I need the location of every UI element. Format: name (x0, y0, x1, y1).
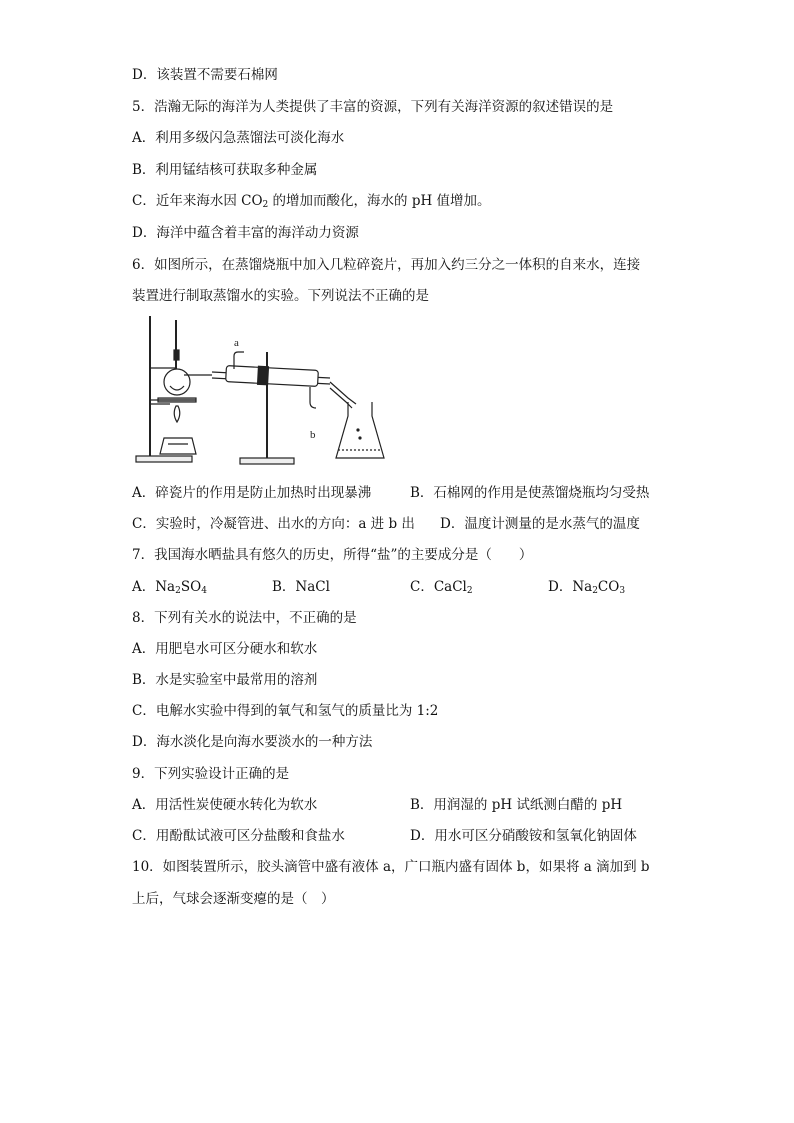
q6-option-d: D．温度计测量的是水蒸气的温度 (440, 516, 640, 532)
q6-stem-line2: 装置进行制取蒸馏水的实验。下列说法不正确的是 (132, 288, 429, 304)
q10-stem-line2: 上后，气球会逐渐变瘪的是（ ） (132, 891, 335, 907)
q7-option-d: D．$Na_2CO_3$ (548, 579, 626, 596)
q9-option-c: C．用酚酞试液可区分盐酸和食盐水 (132, 828, 345, 844)
q9-option-d: D．用水可区分硝酸铵和氢氧化钠固体 (410, 828, 637, 844)
q5-option-b: B．利用锰结核可获取多种金属 (132, 162, 318, 178)
q10-stem-line1: 10．如图装置所示，胶头滴管中盛有液体 a，广口瓶内盛有固体 b，如果将 a 滴加到 b (132, 859, 650, 875)
q8-option-b: B．水是实验室中最常用的溶剂 (132, 672, 318, 688)
q5-option-c: C．近年来海水因 $CO_2$ 的增加而酸化，海水的 pH 值增加。 (132, 193, 491, 210)
q6-option-b: B．石棉网的作用是使蒸馏烧瓶均匀受热 (410, 485, 650, 501)
q8-option-c: C．电解水实验中得到的氧气和氢气的质量比为 1:2 (132, 703, 439, 719)
distillation-apparatus-figure (130, 312, 394, 468)
q7-stem: 7．我国海水晒盐具有悠久的历史，所得“盐”的主要成分是（ ） (132, 547, 533, 563)
q5-option-d: D．海洋中蕴含着丰富的海洋动力资源 (132, 225, 359, 241)
q5-stem: 5．浩瀚无际的海洋为人类提供了丰富的资源，下列有关海洋资源的叙述错误的是 (132, 99, 614, 115)
q7-option-c: C．CaCl$_2$ (410, 579, 473, 596)
q6-stem-line1: 6．如图所示，在蒸馏烧瓶中加入几粒碎瓷片，再加入约三分之一体积的自来水，连接 (132, 257, 641, 273)
q6-option-a: A．碎瓷片的作用是防止加热时出现暴沸 (132, 485, 372, 501)
q5-option-a: A．利用多级闪急蒸馏法可淡化海水 (132, 130, 345, 146)
q8-stem: 8．下列有关水的说法中，不正确的是 (132, 610, 357, 626)
label-b: b (310, 429, 316, 441)
q7-option-a: A．$Na_2SO_4$ (132, 579, 207, 596)
q8-option-d: D．海水淡化是向海水要淡水的一种方法 (132, 734, 373, 750)
q9-option-a: A．用活性炭使硬水转化为软水 (132, 797, 318, 813)
q6-option-c: C．实验时，冷凝管进、出水的方向：a 进 b 出 (132, 516, 415, 532)
q4-option-d: D．该装置不需要石棉网 (132, 67, 278, 83)
label-a: a (234, 337, 239, 349)
q8-option-a: A．用肥皂水可区分硬水和软水 (132, 641, 318, 657)
q9-option-b: B．用润湿的 pH 试纸测白醋的 pH (410, 797, 623, 813)
q7-option-b: B．NaCl (272, 579, 330, 595)
q9-stem: 9．下列实验设计正确的是 (132, 766, 290, 782)
